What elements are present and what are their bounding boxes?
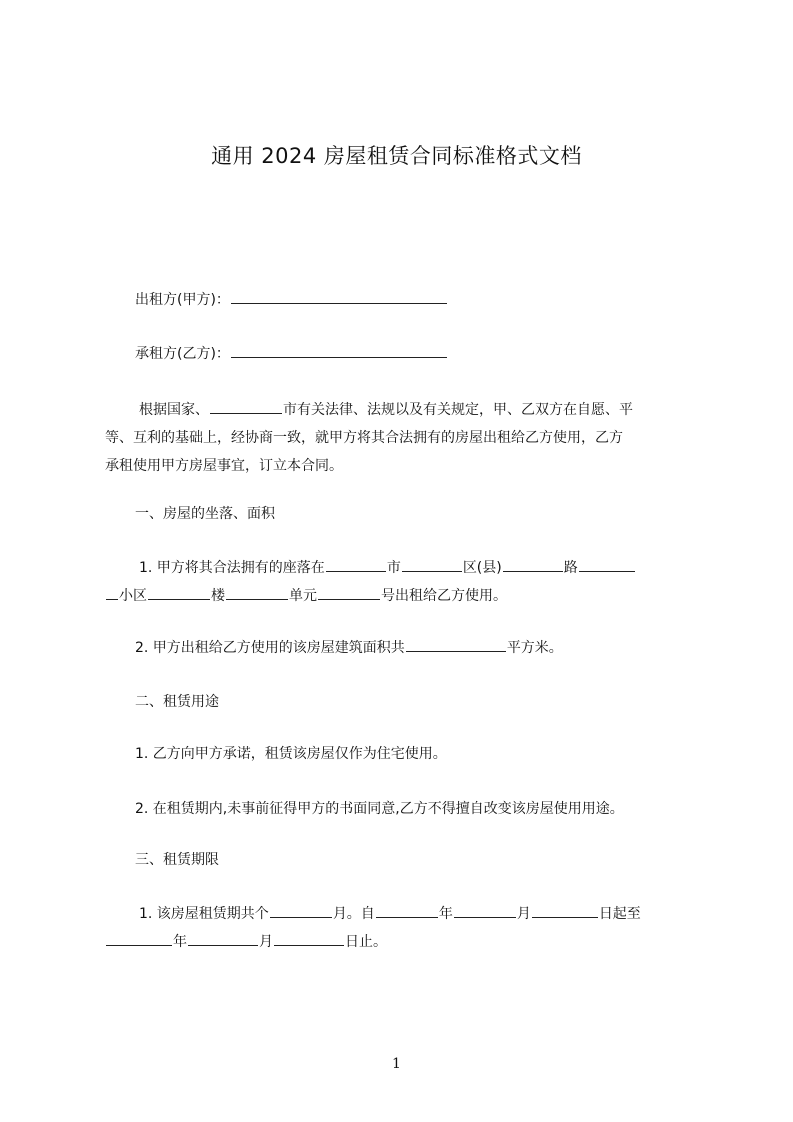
s1i1-city-blank[interactable] <box>326 556 386 572</box>
s1i2-suffix: 平方米。 <box>506 640 563 656</box>
s2-item2: 2. 在租赁期内,未事前征得甲方的书面同意,乙方不得擅自改变该房屋使用用途。 <box>135 801 624 817</box>
s1-item1-line-1 <box>105 554 739 582</box>
s1i1-community-label: 小区 <box>119 588 147 604</box>
section-1-heading: 一、房屋的坐落、面积 <box>135 506 275 522</box>
lessee-label: 承租方(乙方)： <box>135 346 230 362</box>
document-title: 通用 2024 房屋租赁合同标准格式文档 <box>211 144 582 168</box>
intro-city-blank[interactable] <box>210 398 282 414</box>
s3-item1-line-2 <box>105 928 705 956</box>
intro-text-1a: 根据国家、 <box>139 402 209 418</box>
s2-item1: 1. 乙方向甲方承诺，租赁该房屋仅作为住宅使用。 <box>135 746 447 762</box>
s3i1-months-blank[interactable] <box>270 902 332 918</box>
s1i2-prefix: 2. 甲方出租给乙方使用的该房屋建筑面积共 <box>135 640 405 656</box>
s3i1-end-month-label: 月 <box>259 934 273 950</box>
s1i1-community-blank[interactable] <box>106 584 118 600</box>
s1i1-building-label: 楼 <box>211 588 225 604</box>
s1i1-building-blank[interactable] <box>148 584 210 600</box>
s3-item1-line-1 <box>105 900 739 928</box>
s3i1-start-day-blank[interactable] <box>532 902 598 918</box>
lessee-line <box>105 340 735 368</box>
s1i1-road-blank[interactable] <box>503 556 563 572</box>
intro-line-2 <box>105 424 705 452</box>
s3i1-end-tail: 日止。 <box>345 934 387 950</box>
s3i1-start-year-blank[interactable] <box>376 902 438 918</box>
s3i1-end-day-blank[interactable] <box>274 930 344 946</box>
s1-item2-line <box>105 634 735 662</box>
s3i1-start-month-label: 月 <box>516 906 531 922</box>
s1i1-city-label: 市 <box>386 560 401 576</box>
s1i1-unit-blank[interactable] <box>226 584 288 600</box>
s1i1-district-blank[interactable] <box>402 556 462 572</box>
lessor-name-blank[interactable] <box>231 288 447 304</box>
s1i1-tail: 号出租给乙方使用。 <box>381 588 507 604</box>
s3i1-start-tail: 日起至 <box>598 906 641 922</box>
s3i1-end-year-blank[interactable] <box>106 930 172 946</box>
lessee-name-blank[interactable] <box>231 342 447 358</box>
intro-line-1 <box>105 396 739 424</box>
s1i1-district-label: 区(县) <box>462 560 502 576</box>
s1i2-area-blank[interactable] <box>406 636 506 652</box>
lessor-line <box>105 286 735 314</box>
s3i1-prefix: 1. 该房屋租赁期共个 <box>139 906 269 922</box>
s3i1-end-month-blank[interactable] <box>188 930 258 946</box>
lessor-label: 出租方(甲方)： <box>135 292 230 308</box>
s1i1-number-blank[interactable] <box>318 584 380 600</box>
s3i1-start-month-blank[interactable] <box>454 902 516 918</box>
s1i1-prefix: 1. 甲方将其合法拥有的座落在 <box>139 560 325 576</box>
intro-text-2: 等、互利的基础上，经协商一致，就甲方将其合法拥有的房屋出租给乙方使用，乙方 <box>105 430 623 446</box>
s3i1-start-year-label: 年 <box>438 906 453 922</box>
s1i1-road-name-blank[interactable] <box>579 556 635 572</box>
s1i1-road-label: 路 <box>563 560 578 576</box>
s3i1-month-unit: 月。自 <box>332 906 375 922</box>
s1i1-unit-label: 单元 <box>289 588 317 604</box>
intro-text-3: 承租使用甲方房屋事宜，订立本合同。 <box>105 458 343 474</box>
section-2-heading: 二、租赁用途 <box>135 694 219 710</box>
s1-item1-line-2 <box>105 582 705 610</box>
s3i1-end-year-label: 年 <box>173 934 187 950</box>
intro-text-1b: 市有关法律、法规以及有关规定，甲、乙双方在自愿、平 <box>283 402 633 418</box>
section-3-heading: 三、租赁期限 <box>135 852 219 868</box>
page-number: 1 <box>392 1056 401 1072</box>
intro-line-3 <box>105 452 705 480</box>
